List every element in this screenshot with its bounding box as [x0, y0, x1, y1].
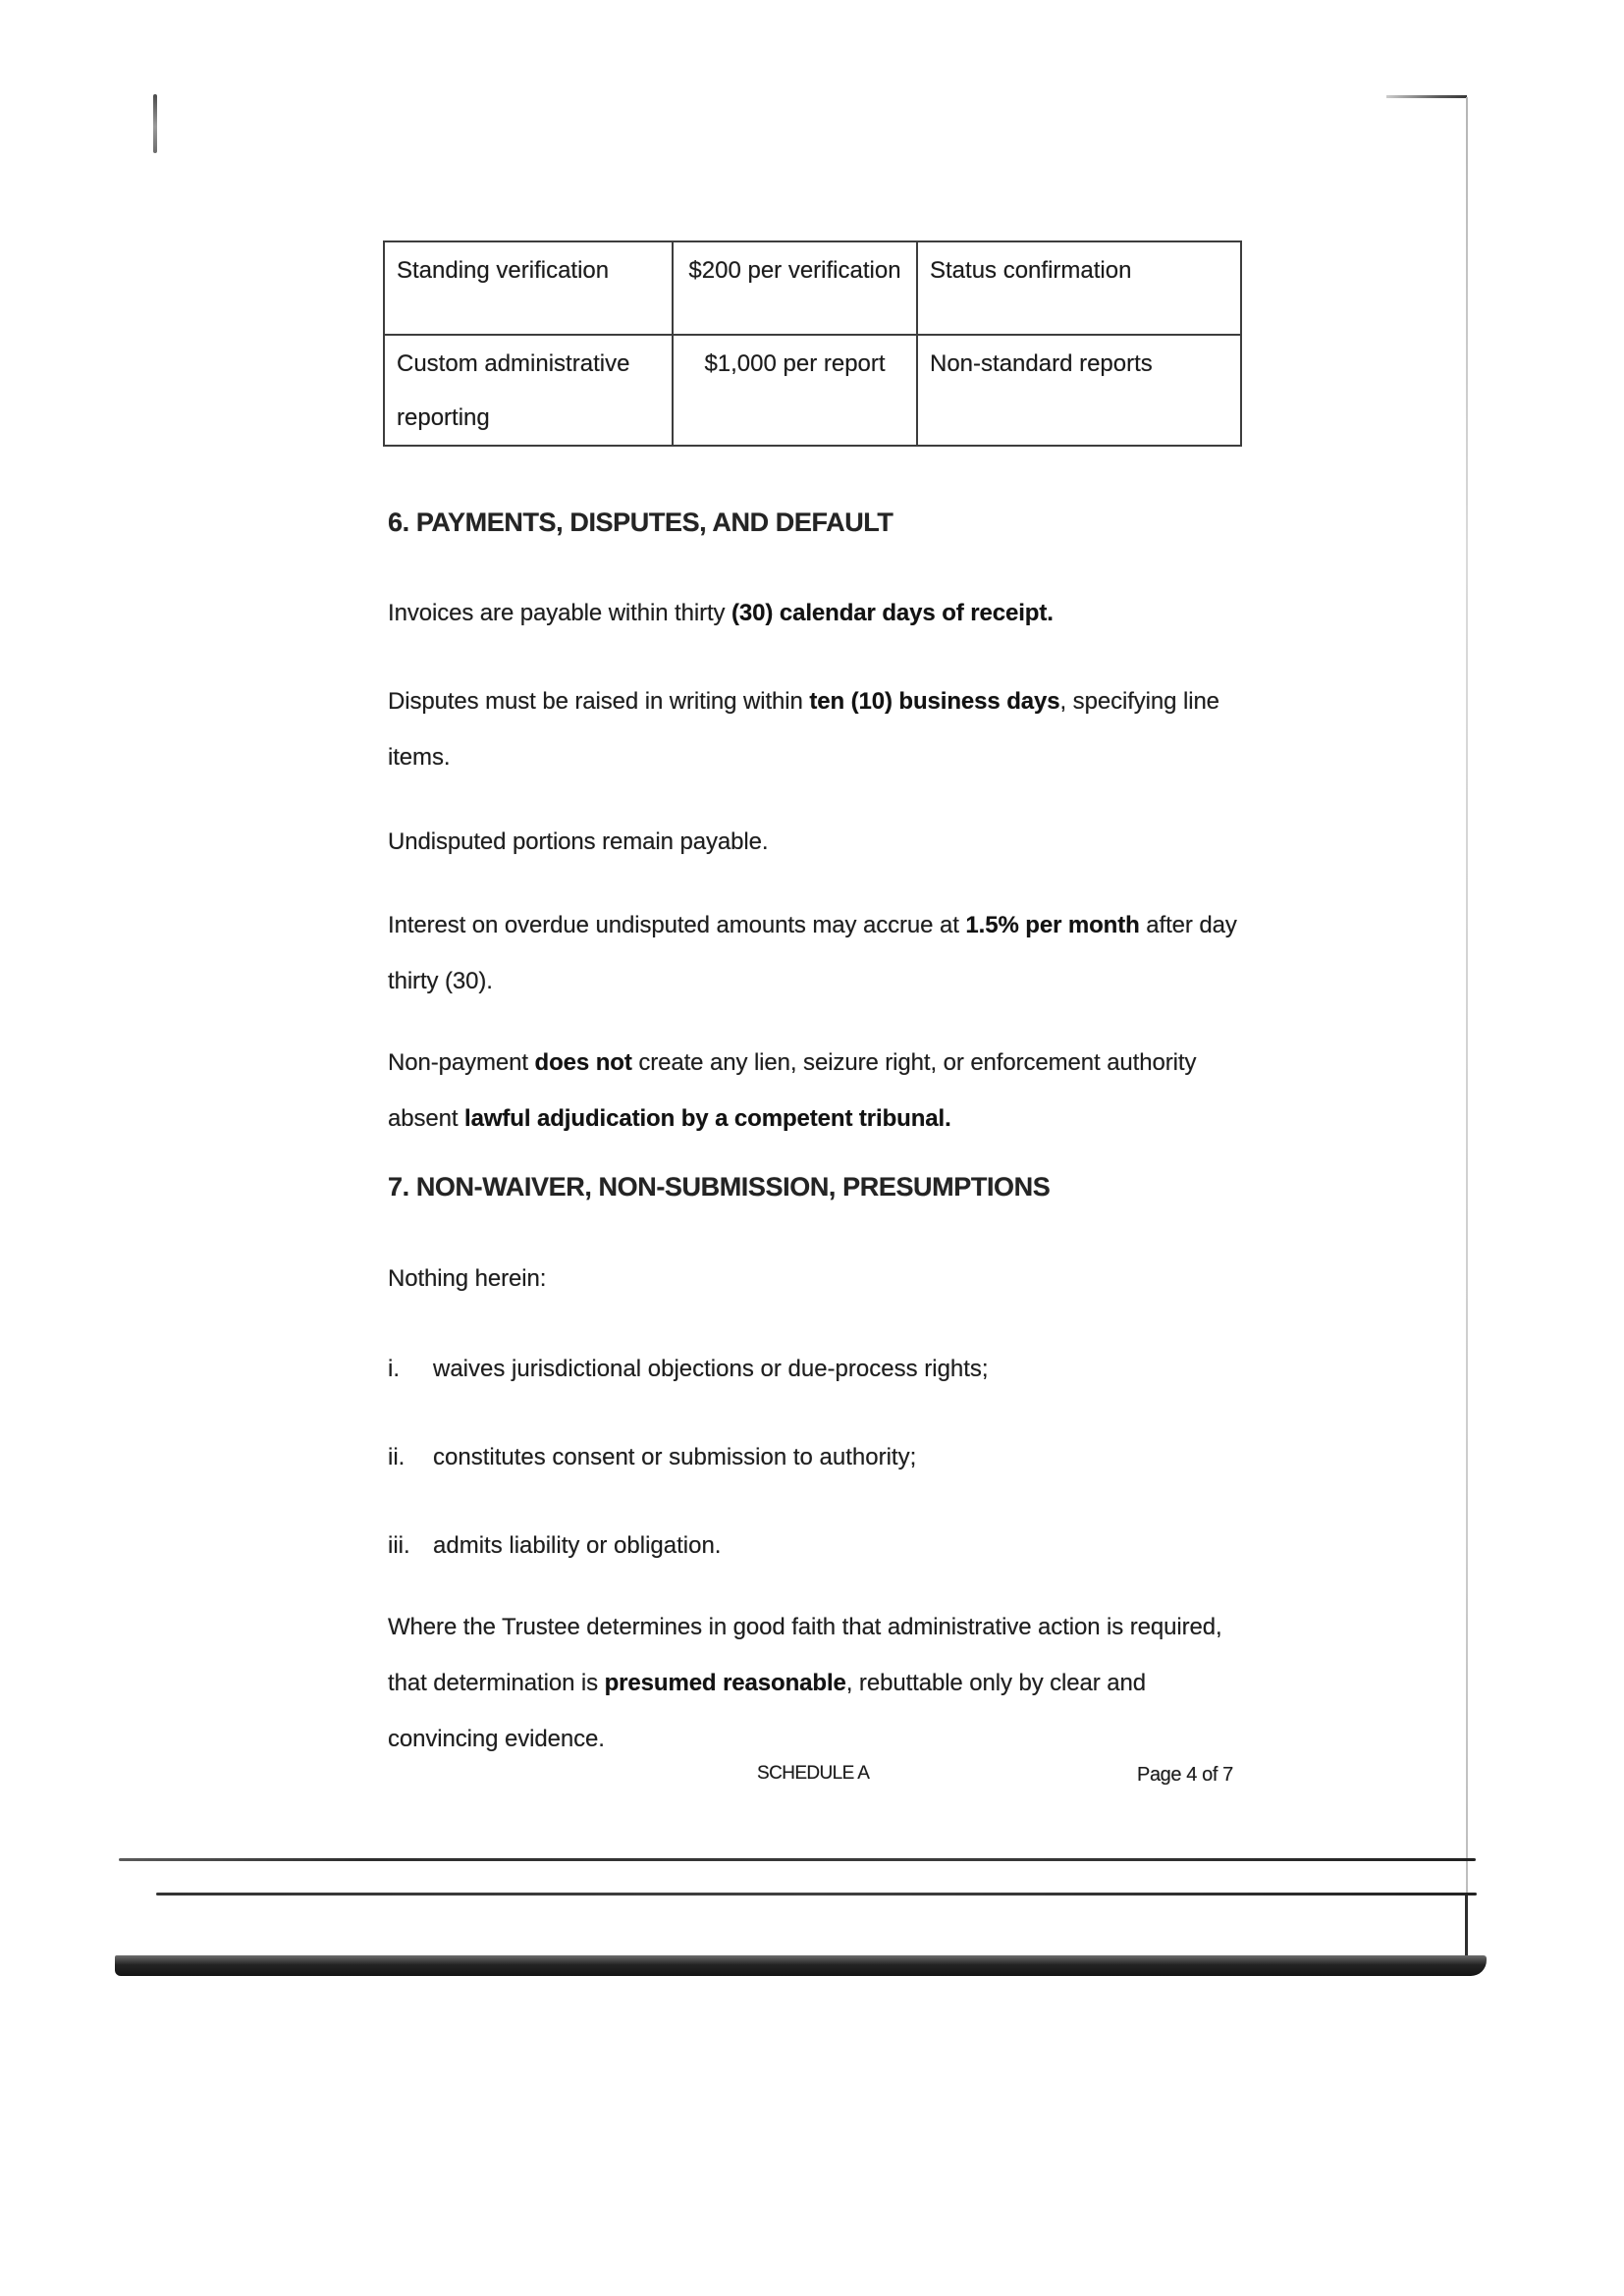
- section-6-heading: 6. PAYMENTS, DISPUTES, AND DEFAULT: [388, 507, 893, 537]
- table-row: [384, 241, 1241, 335]
- notes-cell: Status confirmation: [917, 241, 1241, 335]
- fee-cell: $200 per verification: [673, 241, 917, 335]
- paragraph-interest: [388, 897, 1257, 1009]
- list-item-text: admits liability or obligation.: [433, 1532, 722, 1559]
- paragraph-disputes: [388, 673, 1257, 785]
- scan-page-right-edge-dark: [1465, 1894, 1468, 1956]
- paragraph-text: Where the Trustee determines in good faith that administrative action is required, that determination is: [388, 1614, 1222, 1696]
- paragraph-nothing-herein: Nothing herein:: [388, 1265, 547, 1292]
- footer-page-number: Page 4 of 7: [1137, 1764, 1233, 1786]
- paragraph-bold-text: 1.5% per month: [965, 912, 1140, 938]
- scan-edge-line-top-right: [1386, 95, 1467, 98]
- list-item: [388, 1518, 1257, 1574]
- list-item-text: constitutes consent or submission to authority;: [433, 1444, 917, 1470]
- fee-cell: $1,000 per report: [673, 335, 917, 446]
- list-item: [388, 1341, 1257, 1397]
- scan-line-bottom-2: [156, 1893, 1477, 1896]
- list-item: [388, 1429, 1257, 1485]
- scan-line-bottom-1: [119, 1858, 1476, 1861]
- paragraph-undisputed: Undisputed portions remain payable.: [388, 828, 769, 855]
- paragraph-bold-text: does not: [534, 1049, 632, 1076]
- paragraph-text: Interest on overdue undisputed amounts may accrue at: [388, 912, 966, 938]
- paragraph-text: Non-payment: [388, 1049, 535, 1076]
- paragraph-bold-text: ten (10) business days: [809, 688, 1060, 715]
- paragraph-text: create any lien, seizure right, or enforcement authority absent: [388, 1049, 1197, 1132]
- table-row: [384, 335, 1241, 446]
- scan-bottom-black-bar: [115, 1955, 1487, 1976]
- scan-page-right-edge: [1466, 97, 1468, 1894]
- section-7-heading: 7. NON-WAIVER, NON-SUBMISSION, PRESUMPTIONS: [388, 1172, 1051, 1201]
- footer-schedule-label: SCHEDULE A: [757, 1763, 870, 1784]
- paragraph-nonpayment: [388, 1035, 1257, 1147]
- list-item-marker: i.: [388, 1356, 400, 1382]
- list-item-marker: ii.: [388, 1444, 406, 1470]
- paragraph-trustee-determination: [388, 1599, 1257, 1767]
- paragraph-text: Disputes must be raised in writing within: [388, 688, 810, 715]
- paragraph-bold-text: lawful adjudication by a competent tribunal.: [464, 1105, 951, 1132]
- paragraph-text: , specifying line items.: [388, 688, 1219, 771]
- list-item-marker: iii.: [388, 1532, 410, 1559]
- paragraph-bold-text: (30) calendar days of receipt.: [731, 600, 1054, 626]
- paragraph-bold-text: presumed reasonable: [604, 1670, 846, 1696]
- list-item-text: waives jurisdictional objections or due-process rights;: [433, 1356, 989, 1382]
- paragraph-text: , rebuttable only by clear and convincing evidence.: [388, 1670, 1146, 1752]
- notes-cell: Non-standard reports: [917, 335, 1241, 446]
- service-cell: Custom administrative reporting: [384, 335, 673, 446]
- service-cell: Standing verification: [384, 241, 673, 335]
- scan-streak-top-left: [153, 94, 157, 153]
- paragraph-invoices: [388, 585, 1257, 641]
- paragraph-text: Invoices are payable within thirty: [388, 600, 732, 626]
- fee-table: [383, 240, 1242, 447]
- paragraph-text: after day thirty (30).: [388, 912, 1237, 994]
